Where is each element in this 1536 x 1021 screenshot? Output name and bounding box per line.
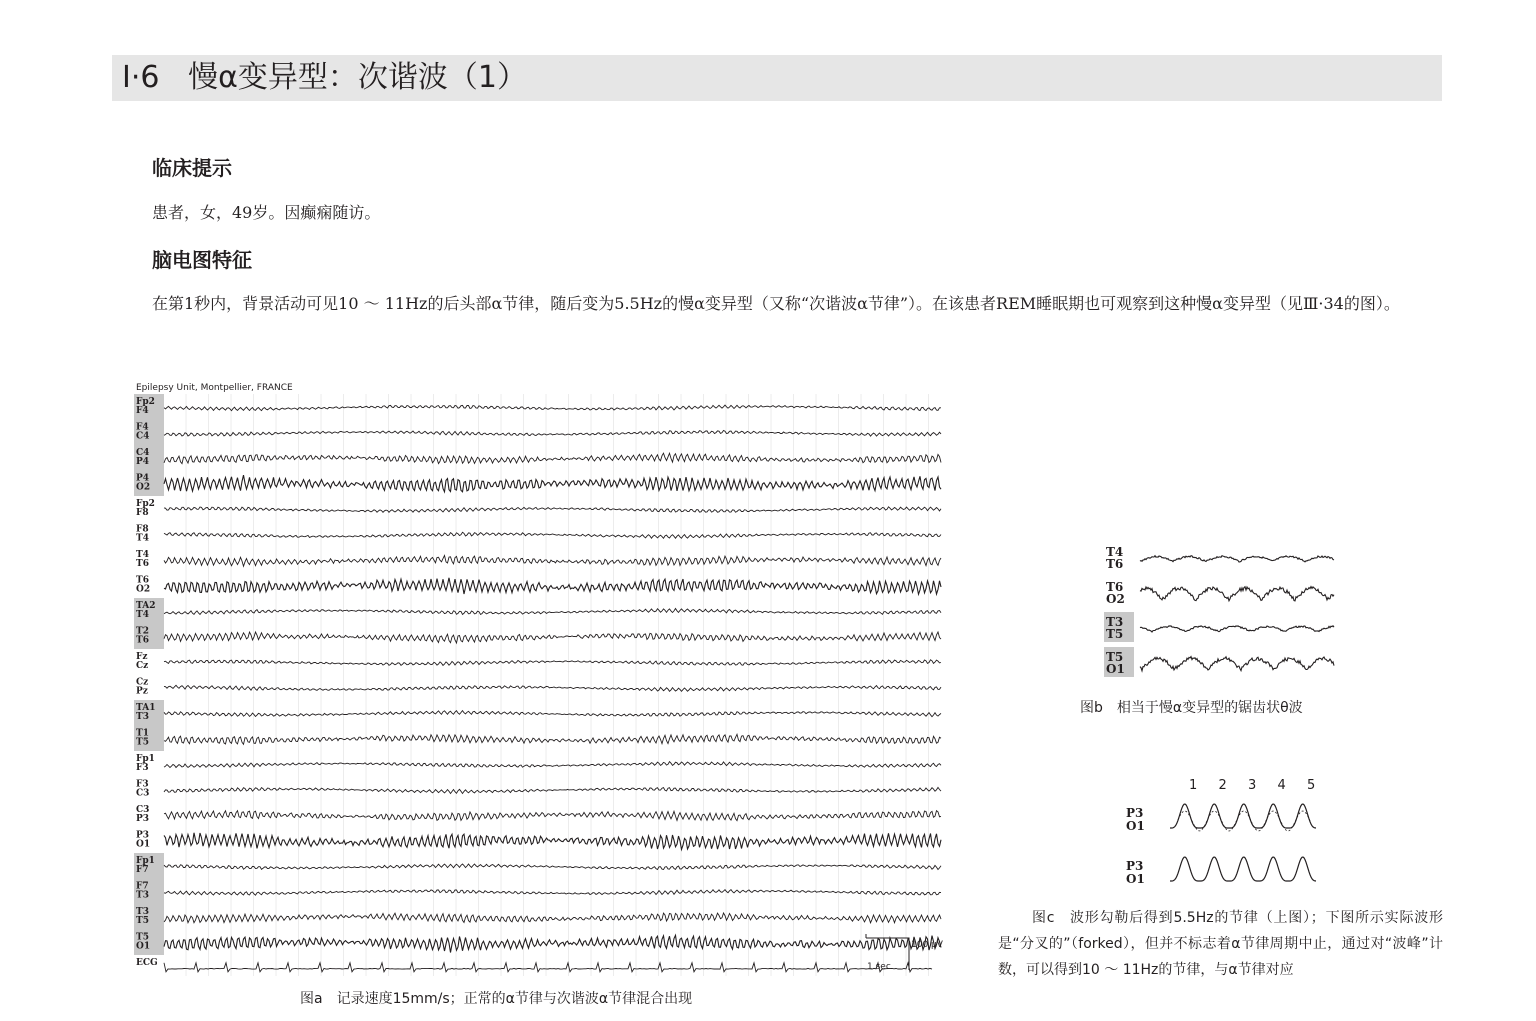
- channel-label-bottom: O1: [1126, 872, 1145, 886]
- channel-label-bottom: O2: [1106, 592, 1125, 606]
- eeg-trace: [1170, 857, 1316, 881]
- channel-label-top: T6: [1106, 580, 1124, 594]
- channel-label-bottom: T5: [136, 737, 149, 748]
- channel-label-bottom: T4: [136, 610, 149, 620]
- channel-label-bottom: O1: [136, 839, 151, 850]
- channel-label-bottom: F7: [136, 865, 149, 875]
- section-title-bar: [112, 55, 1442, 101]
- eeg-trace: [164, 963, 932, 972]
- eeg-trace: [164, 685, 941, 691]
- channel-label-bottom: O2: [136, 584, 151, 595]
- channel-label-bottom: O1: [1126, 819, 1145, 833]
- channel-label-top: Fp2: [136, 397, 155, 407]
- channel-label-top: P3: [1126, 806, 1144, 820]
- channel-label-top: F4: [136, 422, 149, 433]
- channel-label-bottom: T3: [136, 890, 149, 901]
- channel-label-top: C4: [136, 448, 150, 458]
- channel-label-bottom: F3: [136, 763, 149, 773]
- channel-label-top: T4: [136, 550, 149, 560]
- figure-c-traces: [1120, 775, 1320, 895]
- section-title: [122, 60, 527, 96]
- eeg-trace: [164, 734, 941, 744]
- eeg-trace: [1140, 626, 1334, 632]
- eeg-trace: [164, 532, 941, 538]
- eeg-trace: [164, 507, 941, 513]
- scale-time: 1 sec: [867, 962, 891, 972]
- scale-amplitude: 100 μV: [911, 940, 943, 950]
- heading-clinical: 临床提示: [152, 156, 232, 180]
- heading-eeg-features: 脑电图特征: [152, 248, 252, 272]
- eeg-trace: [164, 711, 941, 717]
- figure-b-traces: [1100, 540, 1340, 685]
- eeg-trace: [164, 913, 941, 923]
- figure-a-header: Epilepsy Unit, Montpellier, FRANCE: [136, 383, 293, 393]
- figure-b-caption: 图b 相当于慢α变异型的锯齿状θ波: [1080, 700, 1303, 716]
- channel-label-top: Cz: [136, 677, 149, 688]
- channel-label-top: TA1: [136, 703, 156, 713]
- peak-number: 5: [1307, 778, 1316, 793]
- channel-label-top: Fp1: [136, 856, 155, 866]
- paragraph-clinical: 患者，女，49岁。因癫痫随访。: [152, 203, 381, 222]
- figure-c-caption: 图c 波形勾勒后得到5.5Hz的节律（上图）；下图所示实际波形是“分叉的”（forked），但并不标志着α节律周期中止，通过对“波峰”计数，可以得到10 ～ 11Hz的节律，与α节律对应: [998, 910, 1443, 978]
- channel-label-bottom: C4: [136, 431, 150, 442]
- channel-label-bottom: F4: [136, 406, 149, 416]
- channel-label-top: T1: [136, 728, 149, 739]
- eeg-trace: [164, 890, 941, 896]
- channel-label-bottom: P3: [136, 814, 150, 824]
- eeg-trace: [164, 811, 941, 821]
- channel-label-bottom: T5: [136, 916, 149, 926]
- eeg-trace: [1140, 657, 1334, 671]
- channel-label-bottom: T4: [136, 533, 149, 544]
- channel-label-bottom: T5: [1106, 627, 1124, 641]
- section-title-text: 慢α变异型：次谐波（1）: [188, 60, 527, 95]
- channel-label-top: T5: [136, 932, 149, 943]
- peak-number: 4: [1277, 778, 1286, 793]
- channel-label-top: ECG: [136, 958, 158, 968]
- eeg-trace: [164, 787, 941, 793]
- peak-number: 3: [1248, 778, 1257, 793]
- channel-label-bottom: T6: [136, 635, 149, 646]
- eeg-trace: [164, 453, 941, 463]
- paragraph-eeg-features: 在第1秒内，背景活动可见10 ～ 11Hz的后头部α节律，随后变为5.5Hz的慢α变异型（又称“次谐波α节律”）。在该患者REM睡眠期也可观察到这种慢α变异型（见Ⅲ·34的图）。: [152, 294, 1400, 313]
- figure-a-caption: 图a 记录速度15mm/s；正常的α节律与次谐波α节律混合出现: [300, 991, 693, 1007]
- channel-label-top: T4: [1106, 545, 1124, 559]
- channel-label-top: T6: [136, 575, 149, 586]
- channel-label-bottom: F8: [136, 508, 149, 518]
- channel-label-top: P3: [136, 830, 150, 841]
- eeg-trace: [164, 431, 941, 437]
- eeg-trace: [164, 632, 941, 643]
- figure-a-eeg-traces: [134, 380, 944, 976]
- channel-label-top: C3: [136, 805, 150, 815]
- channel-label-bottom: T3: [136, 712, 149, 722]
- channel-label-top: Fz: [136, 652, 148, 662]
- eeg-trace: [164, 556, 941, 567]
- eeg-trace: [1140, 556, 1334, 562]
- channel-label-top: TA2: [136, 601, 156, 611]
- eeg-trace: [164, 762, 941, 768]
- eeg-trace: [164, 660, 941, 666]
- section-roman: Ⅰ: [122, 60, 131, 95]
- channel-label-bottom: O2: [136, 482, 151, 493]
- channel-label-top: T3: [1106, 615, 1124, 629]
- channel-label-top: F7: [136, 881, 149, 892]
- channel-label-bottom: Cz: [136, 661, 149, 671]
- figure-b: [1100, 540, 1340, 685]
- channel-label-bottom: O1: [1106, 662, 1125, 676]
- channel-label-bottom: O1: [136, 941, 151, 952]
- eeg-trace: [164, 833, 941, 850]
- channel-label-bottom: P4: [136, 457, 150, 467]
- channel-label-top: T2: [136, 626, 149, 637]
- channel-label-bottom: Pz: [136, 686, 148, 697]
- figure-a-eeg: [134, 380, 944, 976]
- channel-label-top: T5: [1106, 650, 1124, 664]
- channel-label-top: T3: [136, 907, 149, 917]
- channel-label-top: P3: [1126, 859, 1144, 873]
- eeg-trace: [164, 475, 941, 492]
- channel-label-bottom: C3: [136, 788, 150, 799]
- channel-label-bottom: T6: [1106, 557, 1124, 571]
- peak-number: 1: [1189, 778, 1198, 793]
- channel-label-top: Fp1: [136, 754, 155, 764]
- figure-c: [1120, 775, 1320, 895]
- eeg-trace: [164, 935, 941, 952]
- eeg-trace: [164, 578, 941, 594]
- peak-number: 2: [1218, 778, 1227, 793]
- eeg-trace: [164, 864, 941, 870]
- eeg-trace: [1140, 587, 1334, 601]
- eeg-trace: [164, 405, 941, 411]
- section-number: ·6: [130, 60, 160, 95]
- channel-label-top: F8: [136, 524, 149, 535]
- eeg-trace: [164, 609, 941, 615]
- channel-label-top: Fp2: [136, 499, 155, 509]
- channel-label-top: P4: [136, 473, 150, 484]
- channel-label-bottom: T6: [136, 559, 149, 569]
- channel-label-top: F3: [136, 779, 149, 790]
